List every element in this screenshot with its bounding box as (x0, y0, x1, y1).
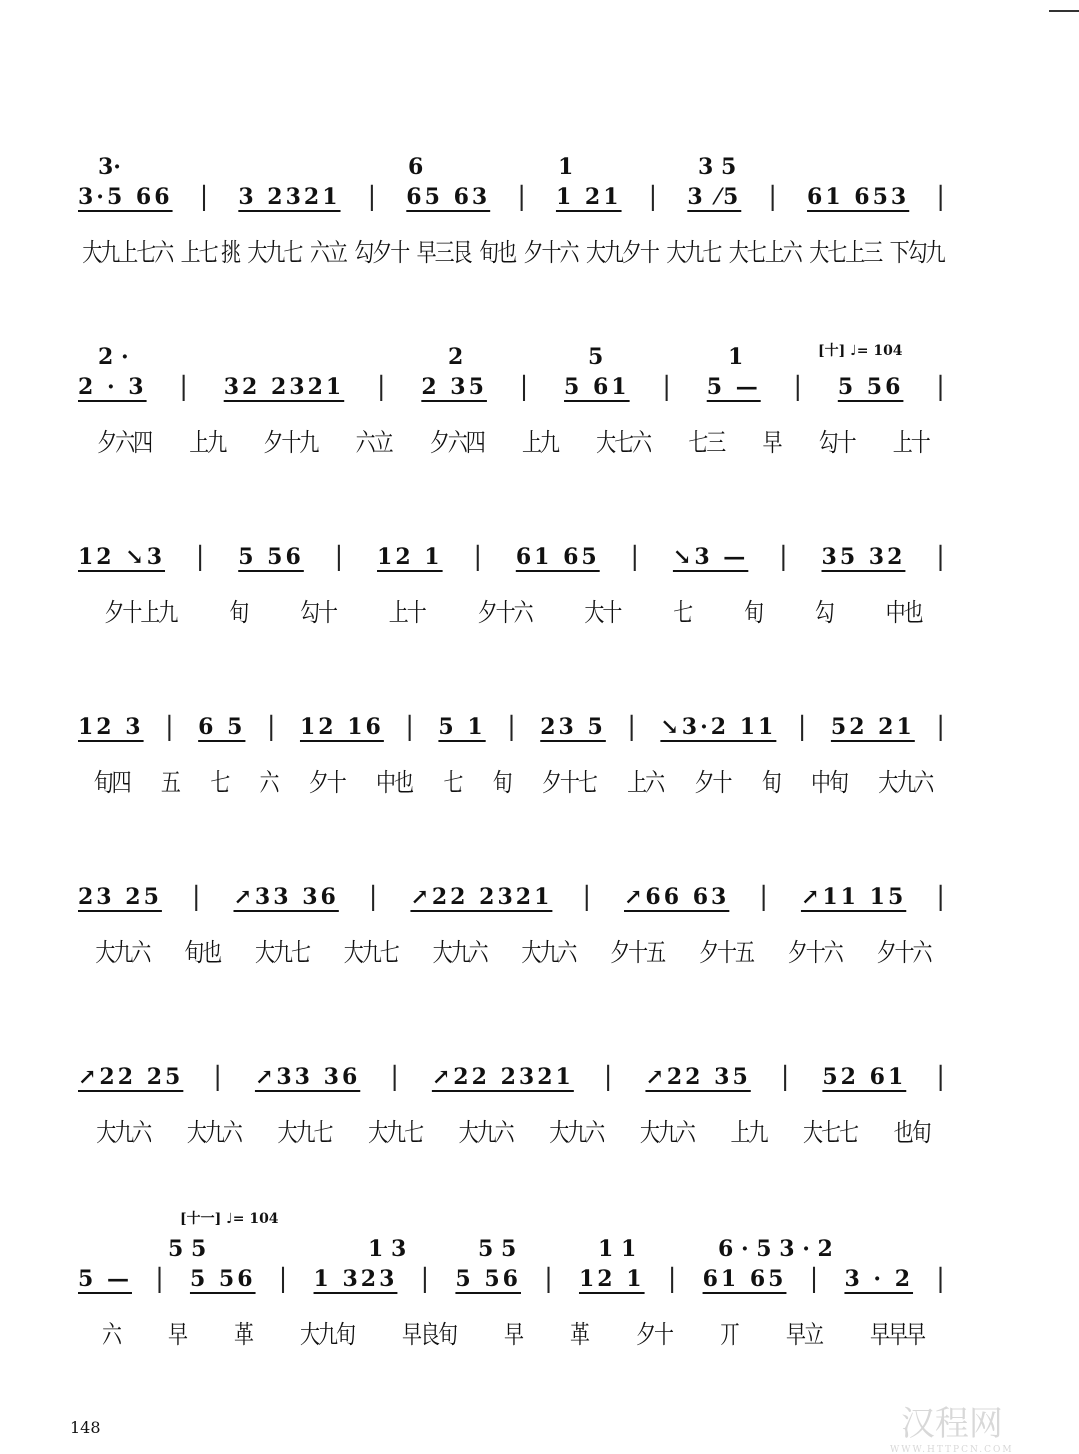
barline: | (390, 1062, 402, 1092)
jianzi-char: 大七上三 (809, 237, 882, 268)
jianzi-char: 大九六 (639, 1117, 694, 1148)
barline: | (936, 882, 948, 912)
score-system (78, 670, 948, 798)
barline: | (759, 882, 772, 912)
jianzi-char: 革 (570, 1319, 588, 1350)
section-mark-11: [十一] ♩= 104 (180, 1211, 279, 1227)
upper-note: 6 (408, 154, 424, 180)
measure: 5 61 (564, 374, 630, 400)
jianzi-line (78, 426, 948, 458)
score-system (78, 140, 948, 268)
barline: | (367, 182, 380, 212)
measure: ↘3 — (672, 544, 749, 570)
jianzi-char: 大九七 (277, 1117, 332, 1148)
barline: | (420, 1264, 433, 1294)
jianzi-char: 六立 (309, 237, 346, 268)
jianzi-line (78, 1116, 948, 1148)
jianzi-line (78, 596, 948, 628)
score-system (78, 840, 948, 968)
upper-note: 1 (728, 344, 744, 370)
barline: | (405, 712, 418, 742)
upper-note: 5 (588, 344, 604, 370)
measure: ↗22 2321 (410, 884, 553, 910)
jianzi-char: 夕十七 (541, 767, 596, 798)
jianzi-line (78, 1318, 948, 1350)
jianzi-char: 大九六 (186, 1117, 241, 1148)
jianzi-char: 大九七 (343, 937, 398, 968)
barline: | (278, 1264, 291, 1294)
measure: 12 ↘3 (78, 544, 166, 570)
jianzi-char: 六立 (355, 427, 392, 458)
upper-note: 1 (558, 154, 574, 180)
barline: | (191, 882, 204, 912)
barline: | (630, 542, 643, 572)
measure: ↗22 25 (78, 1064, 184, 1090)
measure: 12 3 (78, 714, 144, 740)
score-system (78, 500, 948, 628)
notes-line (78, 1262, 948, 1296)
jianzi-char: 七三 (688, 427, 725, 458)
jianzi-char: 也旬 (893, 1117, 930, 1148)
barline: | (779, 542, 791, 572)
upper-note: 3· (98, 154, 121, 180)
barline: | (519, 372, 532, 402)
jianzi-char: 上十 (388, 597, 425, 628)
jianzi-char: 大九上七六 (82, 237, 173, 268)
barline: | (507, 712, 519, 742)
jianzi-char: 旬 (229, 597, 248, 628)
barline: | (179, 372, 192, 402)
measure: 23 25 (78, 884, 162, 910)
barline: | (780, 1062, 793, 1092)
jianzi-char: 旬也 (184, 937, 221, 968)
jianzi-char: 上九 (189, 427, 226, 458)
jianzi-char: 上七 挑 (180, 237, 239, 268)
upper-note: 3 5 (698, 154, 737, 180)
measure: 5 — (706, 374, 761, 400)
measure: 61 65 (515, 544, 600, 570)
jianzi-char: 大九六 (432, 937, 487, 968)
jianzi-char: 大七六 (596, 427, 651, 458)
upper-note: 5 5 (168, 1236, 207, 1262)
jianzi-char: 夕十六 (787, 937, 842, 968)
jianzi-char: 六 (102, 1319, 120, 1350)
jianzi-char: 夕十五 (610, 937, 665, 968)
jianzi-char: 夕十 (308, 767, 345, 798)
upper-notes (78, 1020, 948, 1060)
barline: | (809, 1264, 822, 1294)
measure: 3·5 66 (78, 184, 173, 210)
page-edge-line (1049, 0, 1079, 12)
jianzi-char: 早早早 (870, 1319, 924, 1350)
measure: 5 1 (438, 714, 486, 740)
jianzi-char: 五 (160, 767, 179, 798)
barline: | (936, 372, 948, 402)
barline: | (473, 542, 486, 572)
notes-line (78, 1060, 948, 1094)
upper-note: 5 5 (478, 1236, 517, 1262)
jianzi-char: 早良旬 (402, 1319, 456, 1350)
measure: ↗66 63 (624, 884, 730, 910)
measure: 1 21 (555, 184, 622, 210)
jianzi-char: 夕十 (694, 767, 731, 798)
measure: 6 5 (198, 714, 246, 740)
barline: | (213, 1062, 226, 1092)
jianzi-char: 大九六 (878, 767, 933, 798)
measure: 3 · 2 (844, 1266, 914, 1292)
jianzi-char: 下勾九 (889, 237, 944, 268)
barline: | (936, 182, 948, 212)
upper-note: 2 (448, 344, 464, 370)
score-system (78, 1020, 948, 1148)
upper-notes (78, 1222, 948, 1262)
barline: | (266, 712, 279, 742)
jianzi-char: 上九 (521, 427, 558, 458)
jianzi-char: 大九七 (368, 1117, 423, 1148)
jianzi-char: 七 (673, 597, 692, 628)
jianzi-char: 大九旬 (300, 1319, 354, 1350)
jianzi-char: 中旬 (811, 767, 848, 798)
jianzi-char: 大九七 (666, 237, 721, 268)
notes-line (78, 540, 948, 574)
upper-note: 6 · 5 3 · 2 (718, 1236, 833, 1262)
jianzi-char: 旬 (761, 767, 780, 798)
jianzi-char: 大九六 (549, 1117, 604, 1148)
jianzi-char: 夕十五 (698, 937, 753, 968)
barline: | (662, 372, 675, 402)
barline: | (334, 542, 347, 572)
measure: ↗33 36 (254, 1064, 361, 1090)
upper-note: 2 · (98, 344, 129, 370)
upper-notes (78, 140, 948, 180)
jianzi-char: 夕十上九 (104, 597, 177, 628)
jianzi-char: 早三艮 (416, 237, 471, 268)
jianzi-char: 大九六 (458, 1117, 513, 1148)
jianzi-line (78, 766, 948, 798)
barline: | (164, 712, 177, 742)
upper-note: 1 3 (368, 1236, 407, 1262)
jianzi-char: 勾十 (299, 597, 336, 628)
watermark-name: 汉程网 (900, 1404, 1003, 1444)
jianzi-char: 夕六四 (97, 427, 152, 458)
measure: 52 21 (830, 714, 915, 740)
measure: ↘3·2 11 (660, 714, 777, 740)
jianzi-char: 早 (168, 1319, 186, 1350)
jianzi-char: 勾十 (818, 427, 855, 458)
score-system (78, 1222, 948, 1350)
measure: 65 63 (406, 184, 491, 210)
notes-line (78, 710, 948, 744)
jianzi-char: 早 (762, 427, 781, 458)
barline: | (582, 882, 595, 912)
section-mark-10: [十] ♩= 104 (818, 343, 903, 359)
jianzi-char: 上六 (627, 767, 664, 798)
jianzi-char: 旬也 (479, 237, 516, 268)
measure: 5 56 (455, 1266, 521, 1292)
barline: | (199, 182, 212, 212)
barline: | (936, 542, 948, 572)
barline: | (768, 182, 781, 212)
jianzi-char: 七 (443, 767, 462, 798)
measure: 61 65 (702, 1266, 787, 1292)
notes-line (78, 180, 948, 214)
watermark-url: WWW.HTTPCN.COM (890, 1445, 1014, 1454)
jianzi-char: 夕十九 (263, 427, 318, 458)
jianzi-line (78, 236, 948, 268)
measure: ↗22 2321 (431, 1064, 574, 1090)
barline: | (368, 882, 381, 912)
measure: 5 56 (189, 1266, 256, 1292)
barline: | (936, 1264, 948, 1294)
measure: 52 61 (822, 1064, 907, 1090)
jianzi-char: 早 (504, 1319, 522, 1350)
jianzi-char: 夕十六 (523, 237, 578, 268)
measure: 12 16 (299, 714, 384, 740)
measure: 3 ⁄5 (687, 184, 742, 210)
measure: 35 32 (821, 544, 906, 570)
measure: 5 56 (238, 544, 304, 570)
jianzi-char: 大十 (584, 597, 621, 628)
jianzi-line (78, 936, 948, 968)
jianzi-char: 大九七 (254, 937, 309, 968)
jianzi-char: 夕十 (636, 1319, 672, 1350)
jianzi-char: 上九 (730, 1117, 767, 1148)
jianzi-char: 勾 (814, 597, 833, 628)
barline: | (627, 712, 639, 742)
measure: 2 · 3 (78, 374, 147, 400)
jianzi-char: 夕十六 (876, 937, 931, 968)
barline: | (936, 712, 948, 742)
jianzi-char: 早立 (786, 1319, 822, 1350)
jianzi-char: 大九夕十 (585, 237, 658, 268)
jianzi-char: 上十 (892, 427, 929, 458)
jianzi-char: 旬 (492, 767, 511, 798)
jianzi-char: 大七上六 (728, 237, 801, 268)
jianzi-char: 旬四 (93, 767, 130, 798)
upper-notes (78, 330, 948, 370)
jianzi-char: 勾夕十 (354, 237, 409, 268)
barline: | (793, 372, 806, 402)
jianzi-char: 革 (234, 1319, 252, 1350)
barline: | (797, 712, 810, 742)
jianzi-char: 夕十六 (477, 597, 532, 628)
jianzi-char: 旬 (743, 597, 762, 628)
measure: 12 1 (578, 1266, 645, 1292)
barline: | (195, 542, 208, 572)
measure: 3 2321 (238, 184, 341, 210)
measure: ↗33 36 (233, 884, 339, 910)
jianzi-char: 七 (210, 767, 229, 798)
barline: | (155, 1264, 167, 1294)
measure: 23 5 (540, 714, 606, 740)
jianzi-char: 丌 (720, 1319, 738, 1350)
measure: 12 1 (377, 544, 443, 570)
jianzi-char: 六 (259, 767, 278, 798)
measure: 1 323 (313, 1266, 398, 1292)
watermark (890, 1396, 1014, 1454)
barline: | (936, 1062, 948, 1092)
jianzi-char: 大九七 (247, 237, 302, 268)
measure: 2 35 (421, 374, 487, 400)
measure: 5 56 (837, 374, 904, 400)
barline: | (603, 1062, 616, 1092)
barline: | (648, 182, 661, 212)
page-number: 148 (70, 1418, 101, 1437)
barline: | (544, 1264, 556, 1294)
upper-notes (78, 670, 948, 710)
jianzi-char: 中也 (885, 597, 922, 628)
jianzi-char: 大九六 (521, 937, 576, 968)
barline: | (517, 182, 529, 212)
upper-notes (78, 500, 948, 540)
barline: | (376, 372, 389, 402)
measure: 5 — (78, 1266, 132, 1292)
notes-line (78, 370, 948, 404)
jianzi-char: 中也 (376, 767, 413, 798)
measure: 61 653 (807, 184, 910, 210)
upper-notes (78, 840, 948, 880)
notes-line (78, 880, 948, 914)
jianzi-char: 大九六 (95, 937, 150, 968)
score-system (78, 330, 948, 458)
barline: | (667, 1264, 680, 1294)
jianzi-char: 大九六 (96, 1117, 151, 1148)
jianzi-char: 大七七 (803, 1117, 858, 1148)
measure: 32 2321 (223, 374, 345, 400)
measure: ↗22 35 (645, 1064, 751, 1090)
jianzi-char: 夕六四 (429, 427, 484, 458)
upper-note: 1 1 (598, 1236, 637, 1262)
measure: ↗11 15 (800, 884, 907, 910)
